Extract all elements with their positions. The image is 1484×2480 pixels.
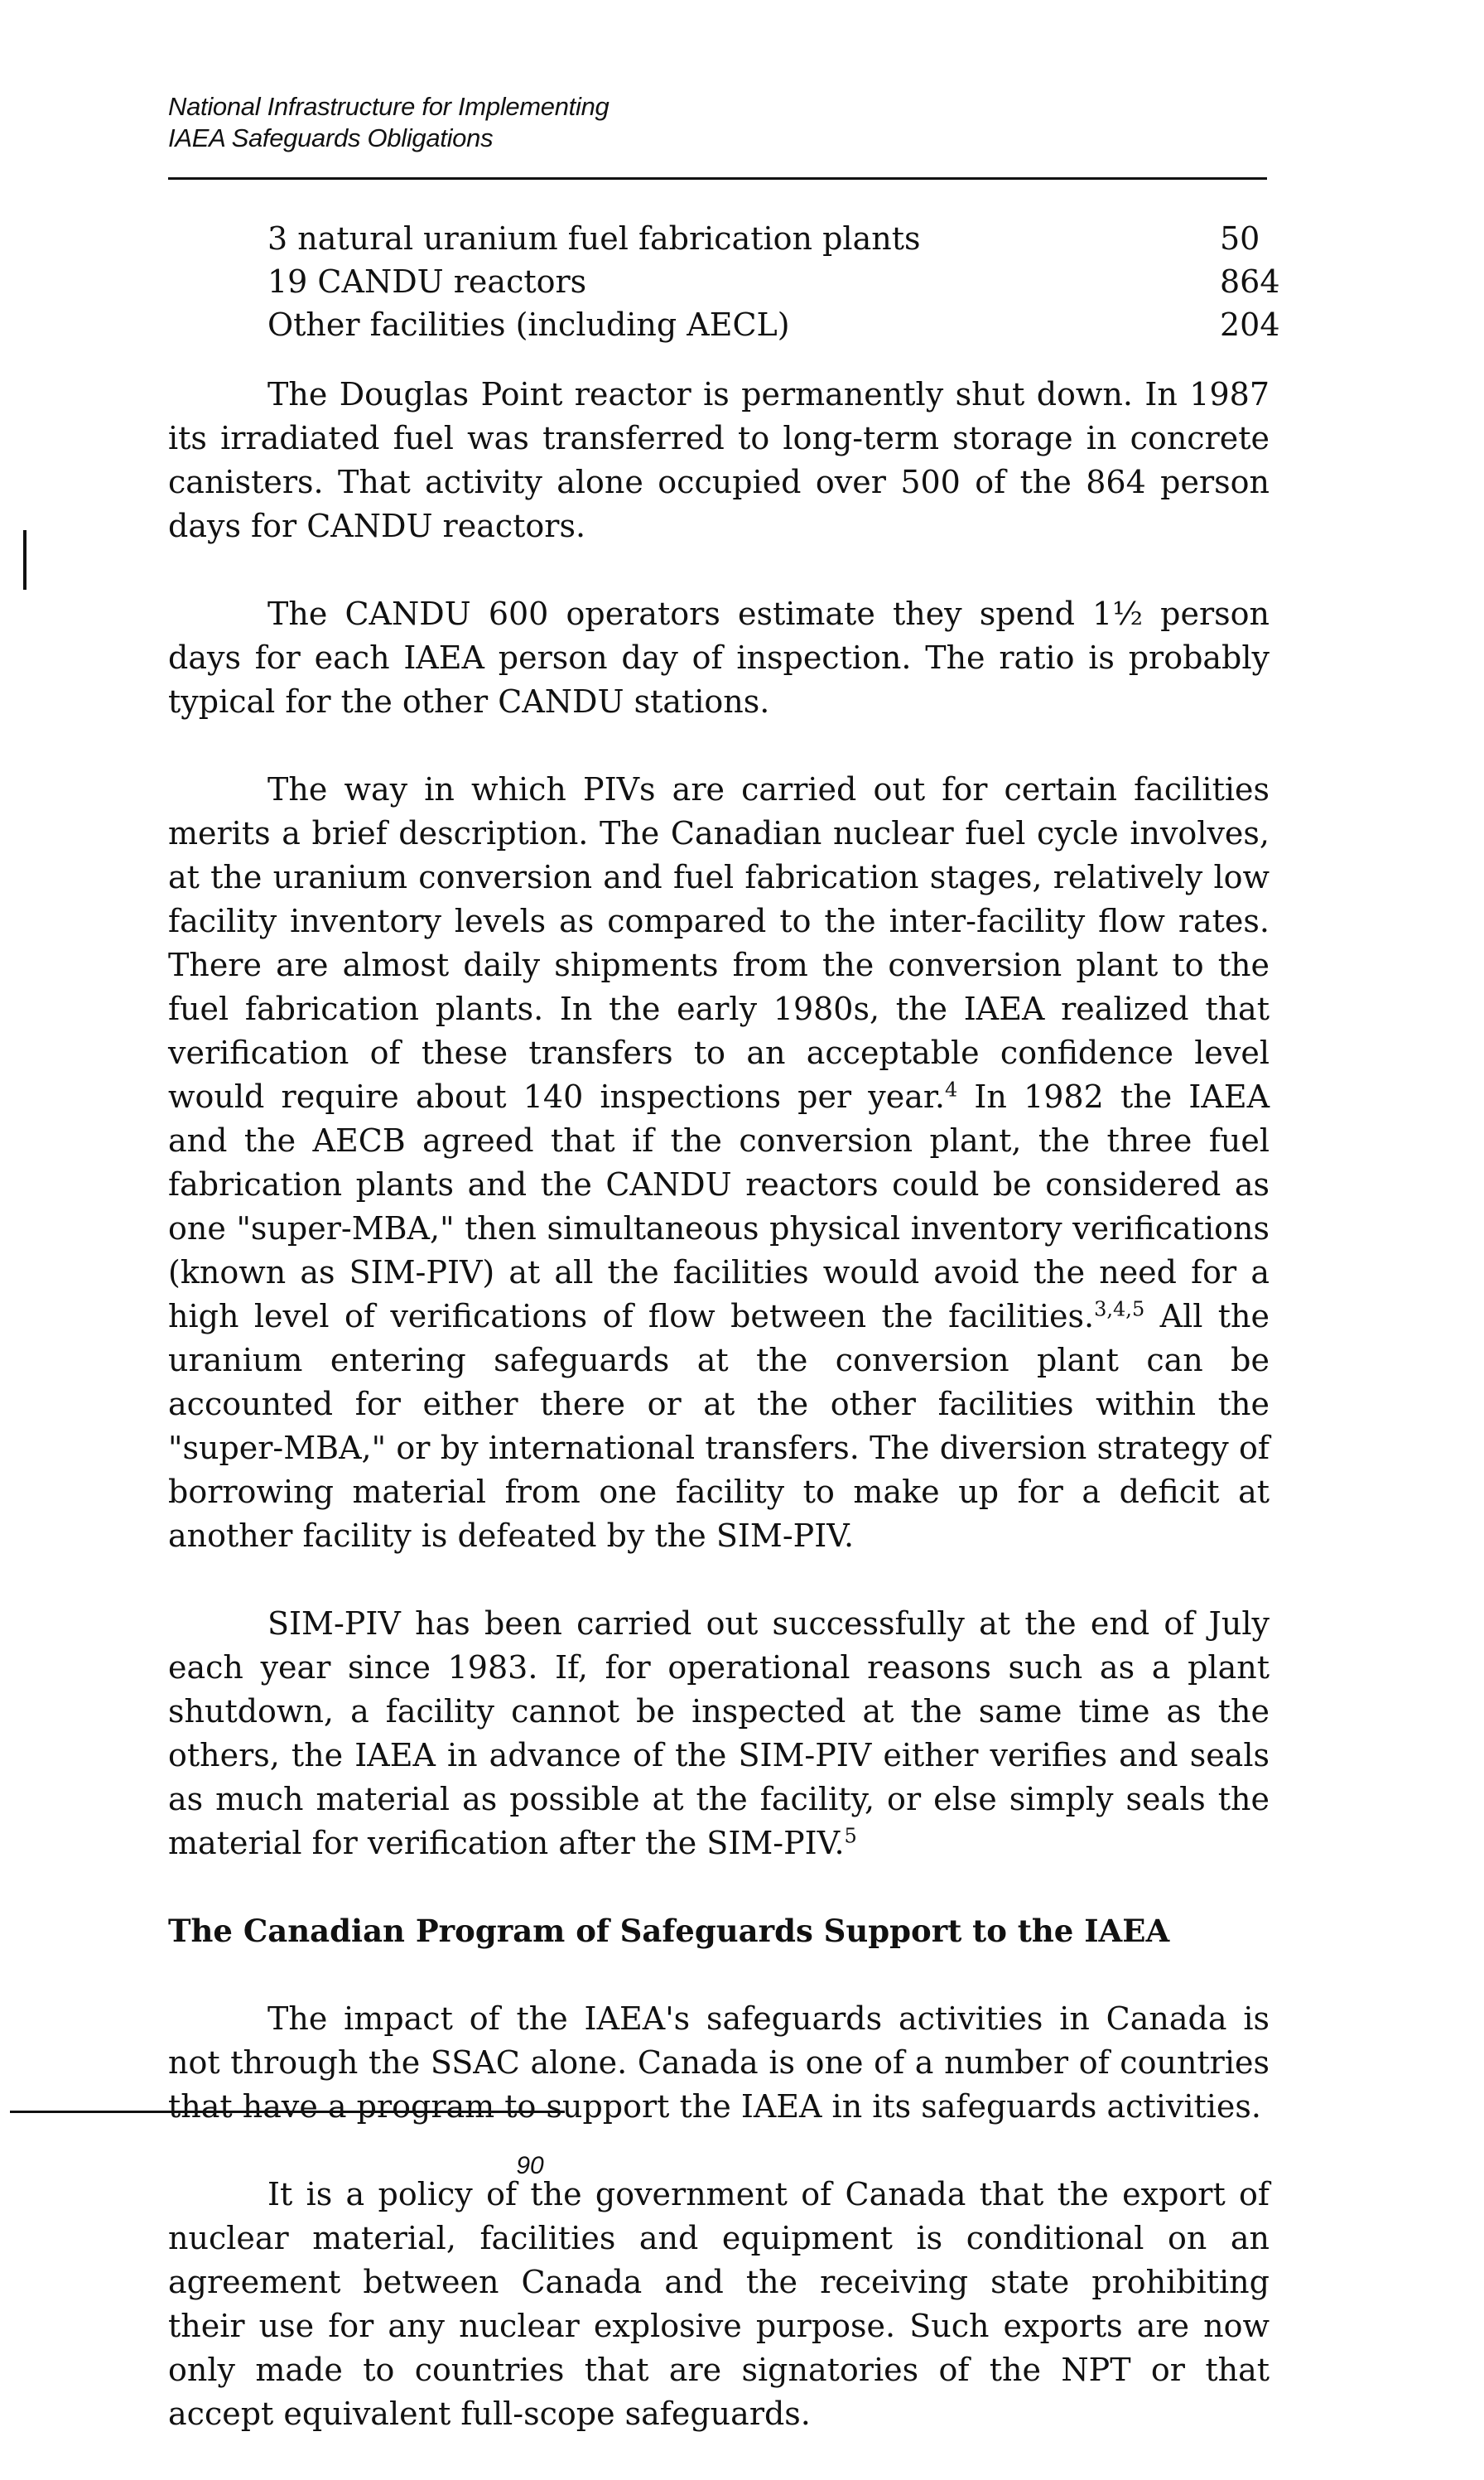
facility-person-days: 864 bbox=[1220, 263, 1280, 300]
paragraph-text: SIM-PIV has been carried out successfully at the end of July each year since 1983. If, for operational reasons such as a plant shutdown, a facility cannot be inspected at the same time as the others, the IAEA in advance of the SIM-PIV either verifies and seals as much material as possible at the facility, or else simply seals the material for verification after the SIM-PIV. bbox=[168, 1605, 1270, 1861]
paragraph-export-policy: It is a policy of the government of Canada that the export of nuclear material, facilities and equipment is conditional on an agreement between Canada and the receiving state prohibiting their use for any nuclear explosive purpose. Such exports are now only made to countries that are signatories of the NPT or that accept equivalent full-scope safeguards. bbox=[168, 2176, 1270, 2432]
footnote-ref: 5 bbox=[844, 1824, 857, 1848]
facility-name: 3 natural uranium fuel fabrication plants bbox=[267, 220, 921, 257]
paragraph-text: The way in which PIVs are carried out for certain facilities merits a brief description. The Canadian nuclear fuel cycle involves, at the uranium conversion and fuel fabrication stages, relatively low facility inventory levels as compared to the inter-facility flow rates. There are almost daily shipments from the conversion plant to the fuel fabrication plants. In the early 1980s, the IAEA realized that verification of these transfers to an acceptable confidence level would require about 140 inspections per year. bbox=[168, 771, 1270, 1115]
running-header-line-2: IAEA Safeguards Obligations bbox=[168, 123, 494, 152]
facility-name: Other facilities (including AECL) bbox=[267, 306, 790, 343]
table-row bbox=[267, 260, 1319, 303]
page-number: 90 bbox=[516, 2152, 544, 2179]
footnote-ref: 3,4,5 bbox=[1094, 1297, 1145, 1321]
paragraph-sim-piv bbox=[168, 1602, 1270, 1865]
table-row bbox=[267, 217, 1319, 260]
paragraph-text: All the uranium entering safeguards at the conversion plant can be accounted for either there or at the other facilities within the "super-MBA," or by international transfers. The diversion strategy of borrowing material from one facility to make up for a deficit at another facility is defeated by the SIM-PIV. bbox=[168, 1298, 1270, 1554]
running-header bbox=[168, 91, 1270, 154]
revision-change-bar bbox=[23, 530, 26, 590]
facility-name: 19 CANDU reactors bbox=[267, 263, 587, 300]
facility-person-days: 204 bbox=[1220, 306, 1280, 343]
section-heading: The Canadian Program of Safeguards Support to the IAEA bbox=[168, 1913, 1170, 1949]
footer-rule bbox=[10, 2111, 565, 2113]
facility-person-days: 50 bbox=[1220, 220, 1260, 257]
paragraph-piv-description bbox=[168, 768, 1270, 1558]
paragraph-candu-operators: The CANDU 600 operators estimate they spend 1½ person days for each IAEA person day of inspection. The ratio is probably typical for the other CANDU stations. bbox=[168, 596, 1270, 720]
facility-table bbox=[267, 217, 1319, 346]
table-row bbox=[267, 303, 1319, 346]
paragraph-text: In 1982 the IAEA and the AECB agreed that if the conversion plant, the three fuel fabrication plants and the CANDU reactors could be considered as one "super-MBA," then simultaneous physical inventory verifications (known as SIM-PIV) at all the facilities would avoid the need for a high level of verifications of flow between the facilities. bbox=[168, 1078, 1270, 1334]
running-header-line-1: National Infrastructure for Implementing bbox=[168, 92, 610, 121]
footnote-ref: 4 bbox=[944, 1078, 958, 1102]
paragraph-iaea-impact: The impact of the IAEA's safeguards activities in Canada is not through the SSAC alone. Canada is one of a number of countries that have a program to support the IAEA in its safeguards activities. bbox=[168, 2000, 1270, 2125]
paragraph-douglas-point: The Douglas Point reactor is permanently shut down. In 1987 its irradiated fuel was transferred to long-term storage in concrete canisters. That activity alone occupied over 500 of the 864 person days for CANDU reactors. bbox=[168, 376, 1270, 544]
header-rule bbox=[168, 177, 1267, 180]
